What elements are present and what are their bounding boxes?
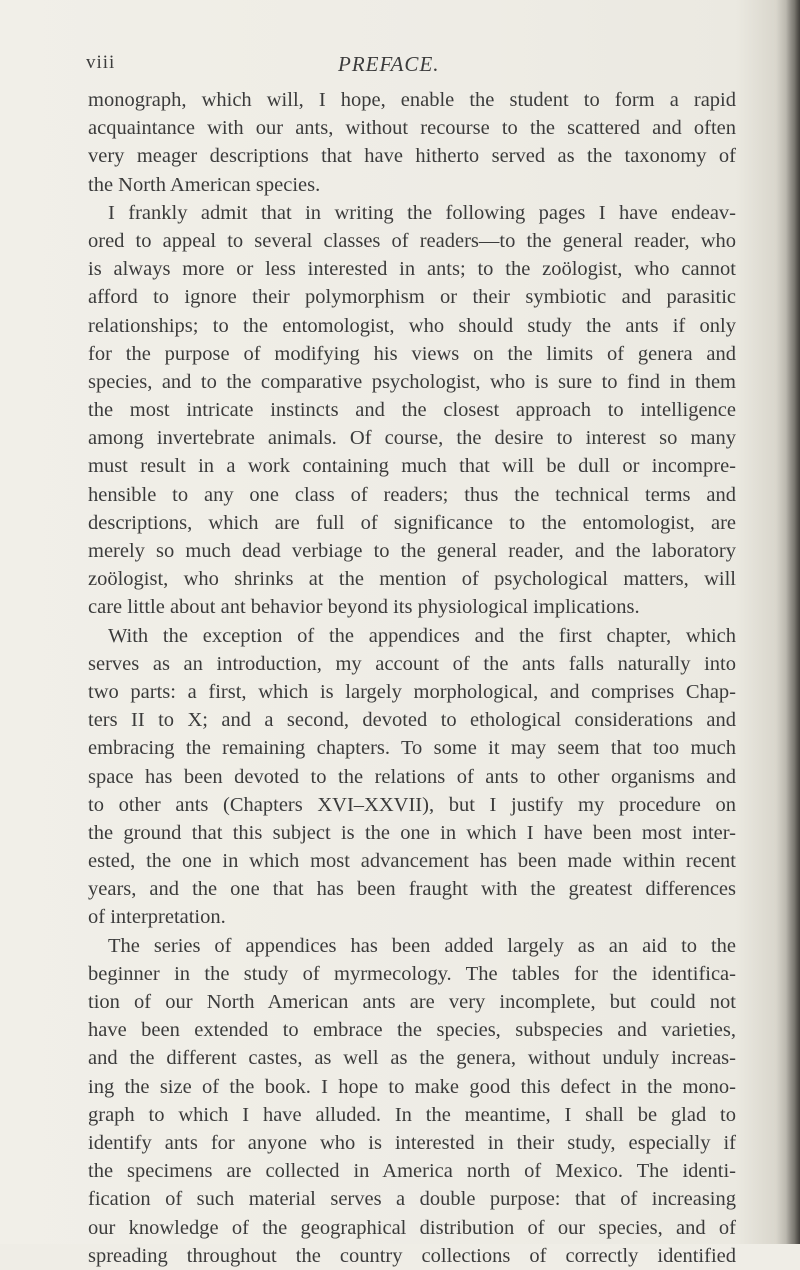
text-line: embracing the remaining chapters. To some it may seem that too much bbox=[88, 737, 736, 760]
running-head: PREFACE. bbox=[338, 52, 440, 76]
text-line: among invertebrate animals. Of course, the desire to interest so many bbox=[88, 427, 736, 450]
text-line: ested, the one in which most advancement has been made within recent bbox=[88, 850, 736, 873]
text-line: of interpretation. bbox=[88, 906, 226, 929]
page-edge-shadow bbox=[786, 0, 800, 1244]
text-line: merely so much dead verbiage to the general reader, and the laboratory bbox=[88, 540, 736, 562]
text-line: have been extended to embrace the species, subspecies and varieties, bbox=[88, 1019, 736, 1042]
text-line: beginner in the study of myrmecology. The tables for the identifica- bbox=[88, 962, 736, 985]
text-line: is always more or less interested in ants; to the zoölogist, who cannot bbox=[88, 258, 736, 281]
text-line: hensible to any one class of readers; thus the technical terms and bbox=[88, 483, 736, 506]
text-line: care little about ant behavior beyond its physiological implications. bbox=[88, 596, 640, 619]
text-line: zoölogist, who shrinks at the mention of psychological matters, will bbox=[88, 568, 736, 591]
text-line: space has been devoted to the relations of ants to other organisms and bbox=[88, 765, 736, 788]
text-line: years, and the one that has been fraught with the greatest differences bbox=[88, 878, 736, 901]
text-line: graph to which I have alluded. In the meantime, I shall be glad to bbox=[88, 1103, 736, 1126]
body-text bbox=[88, 86, 736, 1270]
text-line: two parts: a first, which is largely morphological, and comprises Chap- bbox=[88, 680, 736, 703]
text-line: for the purpose of modifying his views on the limits of genera and bbox=[88, 342, 736, 365]
text-line: our knowledge of the geographical distribution of our species, and of bbox=[88, 1216, 736, 1239]
text-line: spreading throughout the country collections of correctly identified bbox=[88, 1244, 736, 1267]
text-line: acquaintance with our ants, without recourse to the scattered and often bbox=[88, 117, 736, 140]
text-line: afford to ignore their polymorphism or their symbiotic and parasitic bbox=[88, 286, 736, 309]
text-line: descriptions, which are full of significance to the entomologist, are bbox=[88, 511, 736, 534]
text-line: the ground that this subject is the one in which I have been most inter- bbox=[88, 821, 736, 844]
text-line: serves as an introduction, my account of the ants falls naturally into bbox=[88, 652, 736, 675]
text-line: to other ants (Chapters XVI–XXVII), but I justify my procedure on bbox=[88, 793, 736, 816]
text-line: monograph, which will, I hope, enable the student to form a rapid bbox=[88, 89, 736, 111]
text-line: identify ants for anyone who is interested in their study, especially if bbox=[88, 1131, 736, 1154]
page-header bbox=[0, 52, 800, 82]
page-number: viii bbox=[86, 52, 116, 73]
text-line: ing the size of the book. I hope to make good this defect in the mono- bbox=[88, 1075, 736, 1098]
text-line: the most intricate instincts and the closest approach to intelligence bbox=[88, 399, 736, 422]
text-line: ters II to X; and a second, devoted to ethological considerations and bbox=[88, 709, 736, 732]
text-line: must result in a work containing much that will be dull or incompre- bbox=[88, 455, 736, 478]
text-line: The series of appendices has been added largely as an aid to the bbox=[108, 934, 736, 957]
text-line: ored to appeal to several classes of readers—to the general reader, who bbox=[88, 229, 736, 252]
text-line: very meager descriptions that have hitherto served as the taxonomy of bbox=[88, 145, 736, 168]
text-line: and the different castes, as well as the genera, without unduly increas- bbox=[88, 1047, 736, 1070]
text-line: species, and to the comparative psychologist, who is sure to find in them bbox=[88, 370, 736, 393]
text-line: the specimens are collected in America north of Mexico. The identi- bbox=[88, 1160, 736, 1183]
text-line: relationships; to the entomologist, who should study the ants if only bbox=[88, 314, 736, 337]
text-line: fication of such material serves a double purpose: that of increasing bbox=[88, 1188, 736, 1211]
text-line: the North American species. bbox=[88, 173, 321, 196]
text-line: With the exception of the appendices and the first chapter, which bbox=[108, 624, 736, 647]
text-line: I frankly admit that in writing the following pages I have endeav- bbox=[108, 201, 736, 224]
text-line: tion of our North American ants are very incomplete, but could not bbox=[88, 991, 736, 1013]
